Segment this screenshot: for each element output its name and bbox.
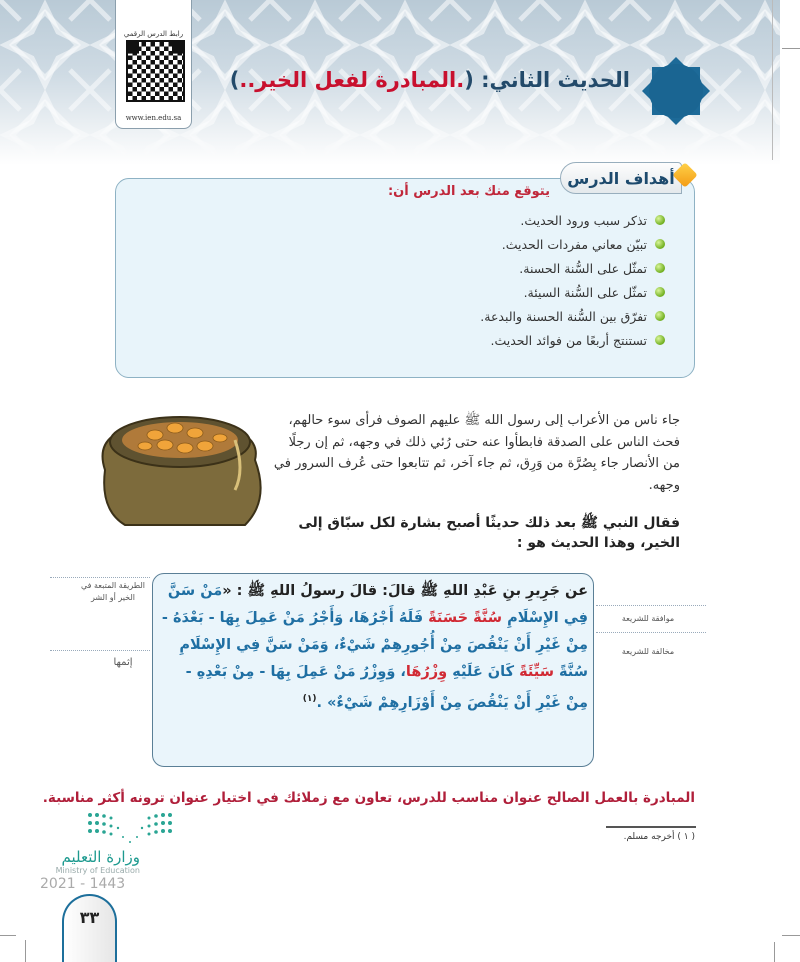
crop-mark xyxy=(0,935,16,936)
activity-prompt: المبادرة بالعمل الصالح عنوان مناسب للدرس، تعاون مع زملائك في اختيار عنوان ترونه أكثر مناسبة. xyxy=(42,790,695,806)
objective-item xyxy=(300,304,665,328)
footnote: ( ١ ) أخرجه مسلم. xyxy=(623,832,695,842)
hadith-keyword-sunnah-hasanah: سُنَّةً حَسَنَةً xyxy=(428,610,503,626)
lesson-title-subject: .المبادرة لفعل الخير.. xyxy=(239,68,465,92)
page-number-tab xyxy=(62,894,117,962)
header-edge-line xyxy=(772,0,773,160)
ministry-year: 2021 - 1443 xyxy=(40,876,126,892)
footnote-ref[interactable]: (١) xyxy=(302,694,317,704)
hadith-part: فَلَهُ أَجْرُهَا، وَأَجْرُ مَنْ عَمِلَ بِهَا - بَعْدَهُ - مِنْ غَيْرِ أَنْ يَنْقُصَ مِنْ أُجُورِهِمْ شَيْءٌ، وَمَنْ سَنَّ فِي الإِسْلَامِ سُنَّةً xyxy=(161,610,588,680)
ministry-name-ar: وزارة التعليم xyxy=(61,848,140,866)
bullet-icon xyxy=(655,263,665,273)
crop-mark xyxy=(774,942,775,962)
coin-bag-illustration xyxy=(85,400,270,530)
footnote-divider xyxy=(606,826,696,828)
hadith-part: كَانَ عَلَيْهِ xyxy=(447,664,520,680)
qr-label: رابط الدرس الرقمي xyxy=(123,30,184,38)
crop-mark xyxy=(782,48,800,49)
bullet-icon xyxy=(655,335,665,345)
qr-url[interactable]: www.ien.edu.sa xyxy=(125,114,182,122)
story-conclusion: فقال النبي ﷺ بعد ذلك حديثًا أصبح بشارة لكل سبّاق إلى الخير، وهذا الحديث هو : xyxy=(298,515,680,551)
note-sayyiah: مخالفة للشريعة xyxy=(621,647,675,656)
hadith-narrator: عن جَرِيرِ بنِ عَبْدِ اللهِ ﷺ قالَ: قالَ رسولُ اللهِ ﷺ : « xyxy=(222,583,588,599)
annotation-guide-line xyxy=(596,605,706,606)
objective-text: تمثّل على السُّنة الحسنة. xyxy=(519,260,647,276)
page-number: ٣٣ xyxy=(79,908,100,927)
hadith-part: ، وَوِزْرُ مَنْ عَمِلَ بِهَا - مِنْ بَعْدِهِ - مِنْ غَيْرِ أَنْ يَنْقُصَ مِنْ أَوْزَارِهِمْ شَيْءٌ» . xyxy=(185,664,588,711)
objective-text: تفرّق بين السُّنة الحسنة والبدعة. xyxy=(480,308,647,324)
annotation-guide-line xyxy=(50,650,150,651)
objective-text: تمثّل على السُّنة السيئة. xyxy=(523,284,647,300)
objective-item xyxy=(300,232,665,256)
hadith-text xyxy=(160,578,588,717)
bullet-icon xyxy=(655,239,665,249)
crop-mark xyxy=(782,935,800,936)
objective-item xyxy=(300,328,665,352)
objective-item xyxy=(300,280,665,304)
objective-text: تستنتج أربعًا من فوائد الحديث. xyxy=(490,332,647,348)
note-hasanah: موافقة للشريعة xyxy=(621,614,675,623)
emblem-icon xyxy=(640,55,712,127)
hadith-part: مَنْ سَنَّ فِي الإِسْلَامِ xyxy=(167,583,588,626)
note-wizr: إثمها xyxy=(113,657,133,668)
bullet-icon xyxy=(655,287,665,297)
bullet-icon xyxy=(655,215,665,225)
ministry-name-en: Ministry of Education xyxy=(55,866,140,875)
ministry-logo-icon xyxy=(85,810,175,846)
objective-text: تبيّن معاني مفردات الحديث. xyxy=(501,236,647,252)
annotation-guide-line xyxy=(596,632,706,633)
qr-card[interactable] xyxy=(115,0,192,129)
bullet-icon xyxy=(655,311,665,321)
annotation-guide-line xyxy=(50,577,150,578)
lesson-title xyxy=(229,68,630,104)
objectives-heading: أهداف الدرس xyxy=(560,162,682,194)
objective-text: تذكر سبب ورود الحديث. xyxy=(520,212,647,228)
note-sunnah: الطريقة المتبعة في الخير أو الشر xyxy=(80,581,146,602)
objectives-intro: يتوقع منك بعد الدرس أن: xyxy=(387,184,550,199)
story-paragraph: جاء ناس من الأعراب إلى رسول الله ﷺ عليهم الصوف فرأى سوء حالهم، فحث الناس على الصدقة فابطأوا عنه حتى رُئي ذلك في وجهه، ثم إن رجلًا من الأنصار جاء بِصُرَّة من وَرِق، ثم جاء آخر، ثم تتابعوا حتى عُرف السرور في وجهه. xyxy=(273,413,680,493)
lesson-title-suffix: ) xyxy=(229,68,240,92)
hadith-keyword-sayyiah: سَيِّئَةً xyxy=(519,664,554,680)
crop-mark xyxy=(25,940,26,962)
objective-item xyxy=(300,256,665,280)
hadith-keyword-wizr: وِزْرُهَا xyxy=(405,664,448,680)
qr-code-icon[interactable] xyxy=(126,40,185,102)
objectives-list xyxy=(300,208,665,352)
objective-item xyxy=(300,208,665,232)
lesson-title-prefix: الحديث الثاني: ( xyxy=(464,68,630,92)
